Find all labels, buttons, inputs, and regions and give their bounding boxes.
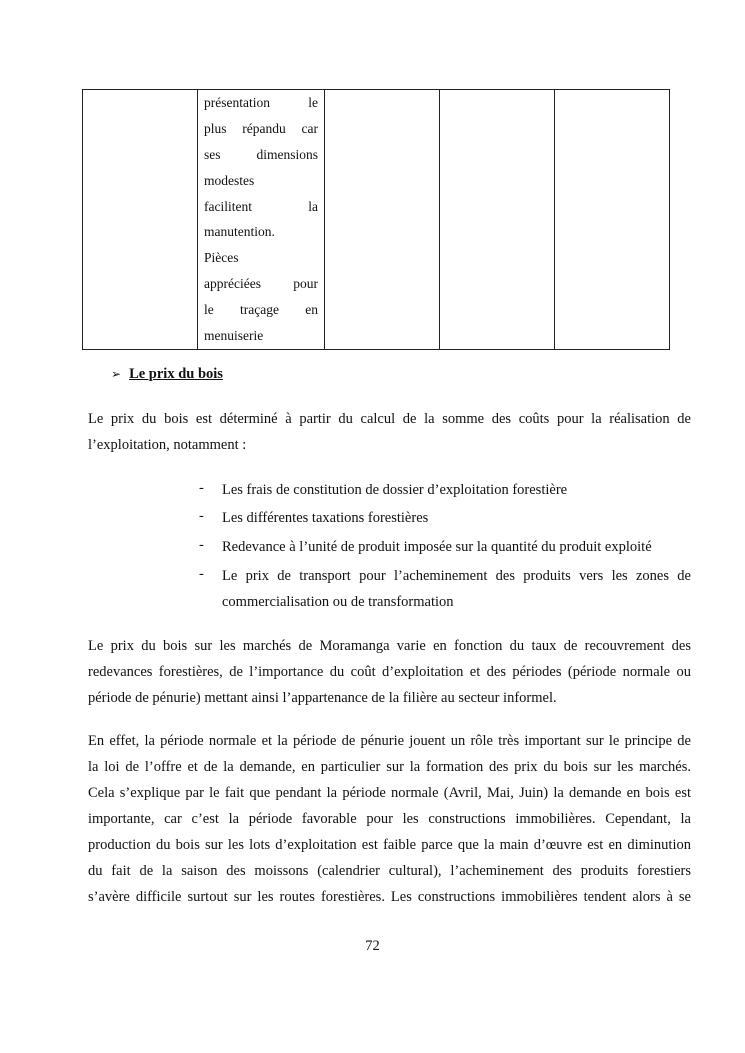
paragraph-line: importante, car c’est la période favorable pour les constructions immobilières. Cependant, la bbox=[88, 811, 691, 827]
cell-text-line: plus répandu car bbox=[204, 120, 318, 136]
table-cell-empty bbox=[440, 90, 555, 350]
list-item: Les différentes taxations forestières bbox=[222, 510, 429, 526]
paragraph-line: période de pénurie) mettant ainsi l’appartenance de la filière au secteur informel. bbox=[88, 690, 557, 706]
list-item-continuation: commercialisation ou de transformation bbox=[222, 594, 454, 610]
dash-bullet: - bbox=[199, 566, 204, 582]
paragraph-line: l’exploitation, notamment : bbox=[88, 437, 247, 453]
cell-text-line: ses dimensions bbox=[204, 146, 318, 162]
arrow-bullet-icon: ➢ bbox=[111, 367, 122, 381]
table-cell-description bbox=[198, 90, 325, 350]
cell-text-line: présentation le bbox=[204, 95, 318, 110]
section-heading bbox=[111, 366, 223, 383]
table-cell-empty bbox=[325, 90, 440, 350]
paragraph-line: Le prix du bois sur les marchés de Moramanga varie en fonction du taux de recouvrement des bbox=[88, 638, 691, 654]
cell-text-line: facilitent la bbox=[204, 198, 318, 214]
cell-text-line: modestes bbox=[204, 172, 255, 188]
dash-bullet: - bbox=[199, 480, 204, 496]
cell-text-line: le traçage en bbox=[204, 302, 318, 318]
table-cell-empty bbox=[83, 90, 198, 350]
cell-text-line: Pièces bbox=[204, 250, 239, 266]
section-heading-text: Le prix du bois bbox=[129, 366, 223, 382]
paragraph-line: du fait de la saison des moissons (calendrier cultural), l’acheminement des produits forestiers bbox=[88, 863, 691, 879]
paragraph-line: Le prix du bois est déterminé à partir du calcul de la somme des coûts pour la réalisation de bbox=[88, 411, 691, 427]
cell-text-line: menuiserie bbox=[204, 328, 264, 344]
paragraph-line: production du bois sur les lots d’exploitation est faible parce que la main d’œuvre est en diminution bbox=[88, 837, 691, 853]
paragraph-line: s’avère difficile surtout sur les routes forestières. Les constructions immobilières tendent alors à se bbox=[88, 889, 691, 905]
paragraph-line: redevances forestières, de l’importance du coût d’exploitation et des périodes (période normale ou bbox=[88, 664, 691, 680]
paragraph-line: En effet, la période normale et la période de pénurie jouent un rôle très important sur le principe de bbox=[88, 733, 691, 749]
list-item: Le prix de transport pour l’acheminement des produits vers les zones de bbox=[222, 568, 691, 584]
page-number: 72 bbox=[365, 938, 380, 954]
dash-bullet: - bbox=[199, 537, 204, 553]
list-item: Les frais de constitution de dossier d’exploitation forestière bbox=[222, 482, 568, 498]
paragraph-line: la loi de l’offre et de la demande, en particulier sur la formation des prix du bois sur les marchés. bbox=[88, 759, 691, 775]
cell-text-line: appréciées pour bbox=[204, 276, 318, 292]
dash-bullet: - bbox=[199, 508, 204, 524]
cell-text-line: manutention. bbox=[204, 224, 275, 240]
table-row bbox=[83, 90, 670, 350]
paragraph-line: Cela s’explique par le fait que pendant la période normale (Avril, Mai, Juin) la demande en bois est bbox=[88, 785, 691, 801]
table-cell-empty bbox=[555, 90, 670, 350]
list-item: Redevance à l’unité de produit imposée sur la quantité du produit exploité bbox=[222, 539, 652, 555]
continued-table bbox=[82, 89, 670, 350]
